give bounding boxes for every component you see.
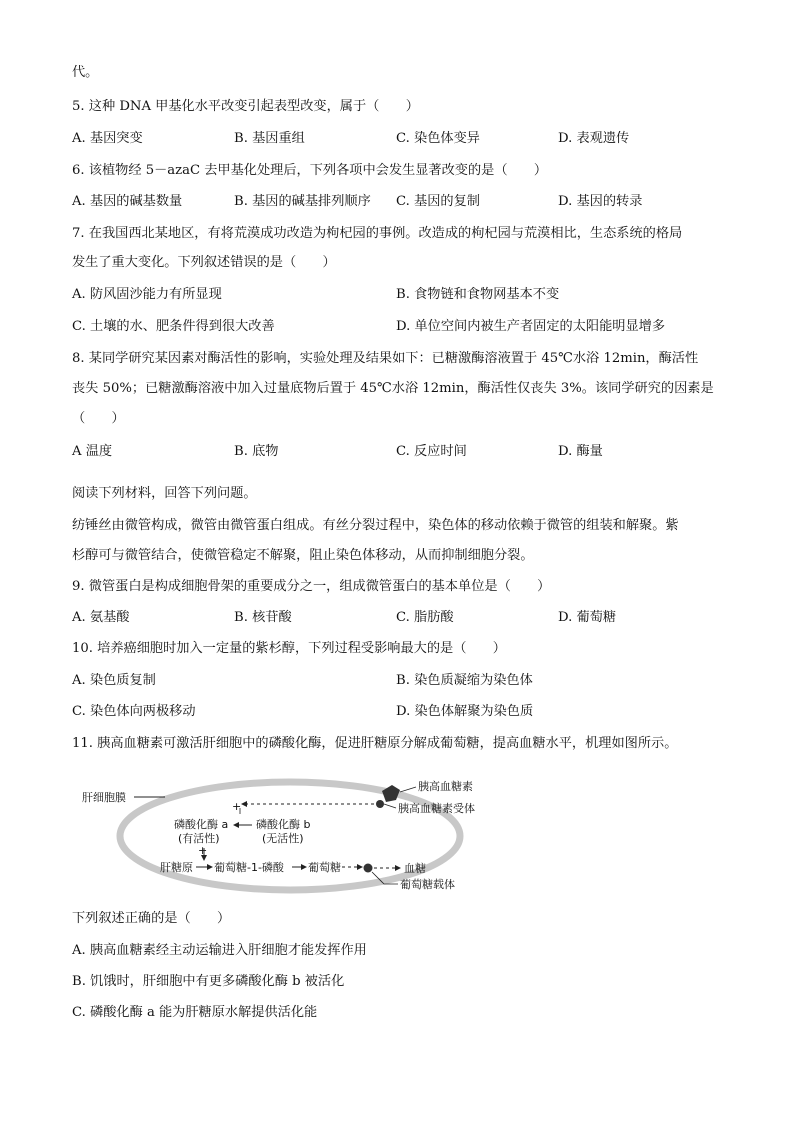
receptor-label: 胰高血糖素受体: [398, 802, 475, 815]
glycogen-label: 肝糖原: [160, 861, 193, 874]
question-9: 9. 微管蛋白是构成细胞骨架的重要成分之一，组成微管蛋白的基本单位是（ ）: [72, 579, 551, 594]
question-11-stem: 下列叙述正确的是（ ）: [72, 911, 231, 926]
q7-option-b: B. 食物链和食物网基本不变: [396, 287, 560, 302]
q5-option-b: B. 基因重组: [234, 131, 305, 146]
q9-option-d: D. 葡萄糖: [558, 610, 617, 625]
blood-glucose-label: 血糖: [404, 862, 426, 875]
q5-option-d: D. 表观遗传: [558, 131, 630, 146]
question-6: 6. 该植物经 5－azaC 去甲基化处理后，下列各项中会发生显著改变的是（ ）: [72, 163, 548, 178]
q9-option-a: A. 氨基酸: [72, 610, 130, 625]
q7-option-a: A. 防风固沙能力有所显现: [72, 287, 222, 302]
carrier-dot: [364, 864, 373, 873]
glucagon-mechanism-diagram: [80, 770, 480, 902]
q6-option-b: B. 基因的碱基排列顺序: [234, 194, 371, 209]
material-line1: 纺锤丝由微管构成，微管由微管蛋白组成。有丝分裂过程中，染色体的移动依赖于微管的组装和解聚。紫: [72, 518, 679, 533]
reading-intro: 阅读下列材料，回答下列问题。: [72, 486, 257, 501]
plus-sign-1: +: [232, 800, 242, 813]
text-line: 代。: [72, 65, 99, 80]
enzyme-a-label: 磷酸化酶 a: [174, 818, 229, 831]
enzyme-a-note: (有活性): [178, 832, 220, 845]
q9-option-c: C. 脂肪酸: [396, 610, 454, 625]
question-8-line3: （ ）: [72, 411, 125, 426]
g1p-label: 葡萄糖-1-磷酸: [214, 861, 284, 874]
q10-option-d: D. 染色体解聚为染色质: [396, 704, 534, 719]
enzyme-b-label: 磷酸化酶 b: [256, 818, 311, 831]
glucose-label: 葡萄糖: [308, 861, 341, 874]
q11-option-b: B. 饥饿时，肝细胞中有更多磷酸化酶 b 被活化: [72, 974, 345, 989]
question-5: 5. 这种 DNA 甲基化水平改变引起表型改变，属于（ ）: [72, 99, 419, 114]
material-line2: 杉醇可与微管结合，使微管稳定不解聚，阻止染色体移动，从而抑制细胞分裂。: [72, 548, 534, 563]
q8-option-d: D. 酶量: [558, 444, 603, 459]
q8-option-b: B. 底物: [234, 444, 279, 459]
q10-option-c: C. 染色体向两极移动: [72, 704, 196, 719]
q10-option-a: A. 染色质复制: [72, 673, 156, 688]
glucagon-label: 胰高血糖素: [418, 780, 473, 793]
question-8-line2: 丧失 50%；已糖激酶溶液中加入过量底物后置于 45℃水浴 12min，酶活性仅丧失 3%。该同学研究的因素是: [72, 381, 714, 396]
q7-option-c: C. 土壤的水、肥条件得到很大改善: [72, 319, 275, 334]
receptor-dot: [376, 800, 384, 808]
q7-option-d: D. 单位空间内被生产者固定的太阳能明显增多: [396, 319, 666, 334]
question-8-line1: 8. 某同学研究某因素对酶活性的影响，实验处理及结果如下：已糖激酶溶液置于 45℃水浴 12min，酶活性: [72, 351, 699, 366]
plus-sign-2: +: [198, 844, 208, 857]
q8-option-a: A 温度: [72, 444, 113, 459]
enzyme-b-note: (无活性): [262, 832, 304, 845]
q11-option-a: A. 胰高血糖素经主动运输进入肝细胞才能发挥作用: [72, 943, 367, 958]
q6-option-c: C. 基因的复制: [396, 194, 480, 209]
q10-option-b: B. 染色质凝缩为染色体: [396, 673, 533, 688]
q5-option-a: A. 基因突变: [72, 131, 143, 146]
question-10: 10. 培养癌细胞时加入一定量的紫杉醇，下列过程受影响最大的是（ ）: [72, 641, 506, 656]
q5-option-c: C. 染色体变异: [396, 131, 480, 146]
q11-option-c: C. 磷酸化酶 a 能为肝糖原水解提供活化能: [72, 1005, 318, 1020]
question-7-line1: 7. 在我国西北某地区，有将荒漠成功改造为枸杞园的事例。改造成的枸杞园与荒漠相比，生态系统的格局: [72, 226, 683, 241]
q8-option-c: C. 反应时间: [396, 444, 467, 459]
membrane-label: 肝细胞膜: [82, 791, 126, 804]
q6-option-d: D. 基因的转录: [558, 194, 643, 209]
carrier-label: 葡萄糖载体: [400, 878, 455, 891]
question-7-line2: 发生了重大变化。下列叙述错误的是（ ）: [72, 255, 336, 270]
question-11: 11. 胰高血糖素可激活肝细胞中的磷酸化酶，促进肝糖原分解成葡萄糖，提高血糖水平，机理如图所示。: [72, 736, 678, 751]
q9-option-b: B. 核苷酸: [234, 610, 292, 625]
q6-option-a: A. 基因的碱基数量: [72, 194, 183, 209]
